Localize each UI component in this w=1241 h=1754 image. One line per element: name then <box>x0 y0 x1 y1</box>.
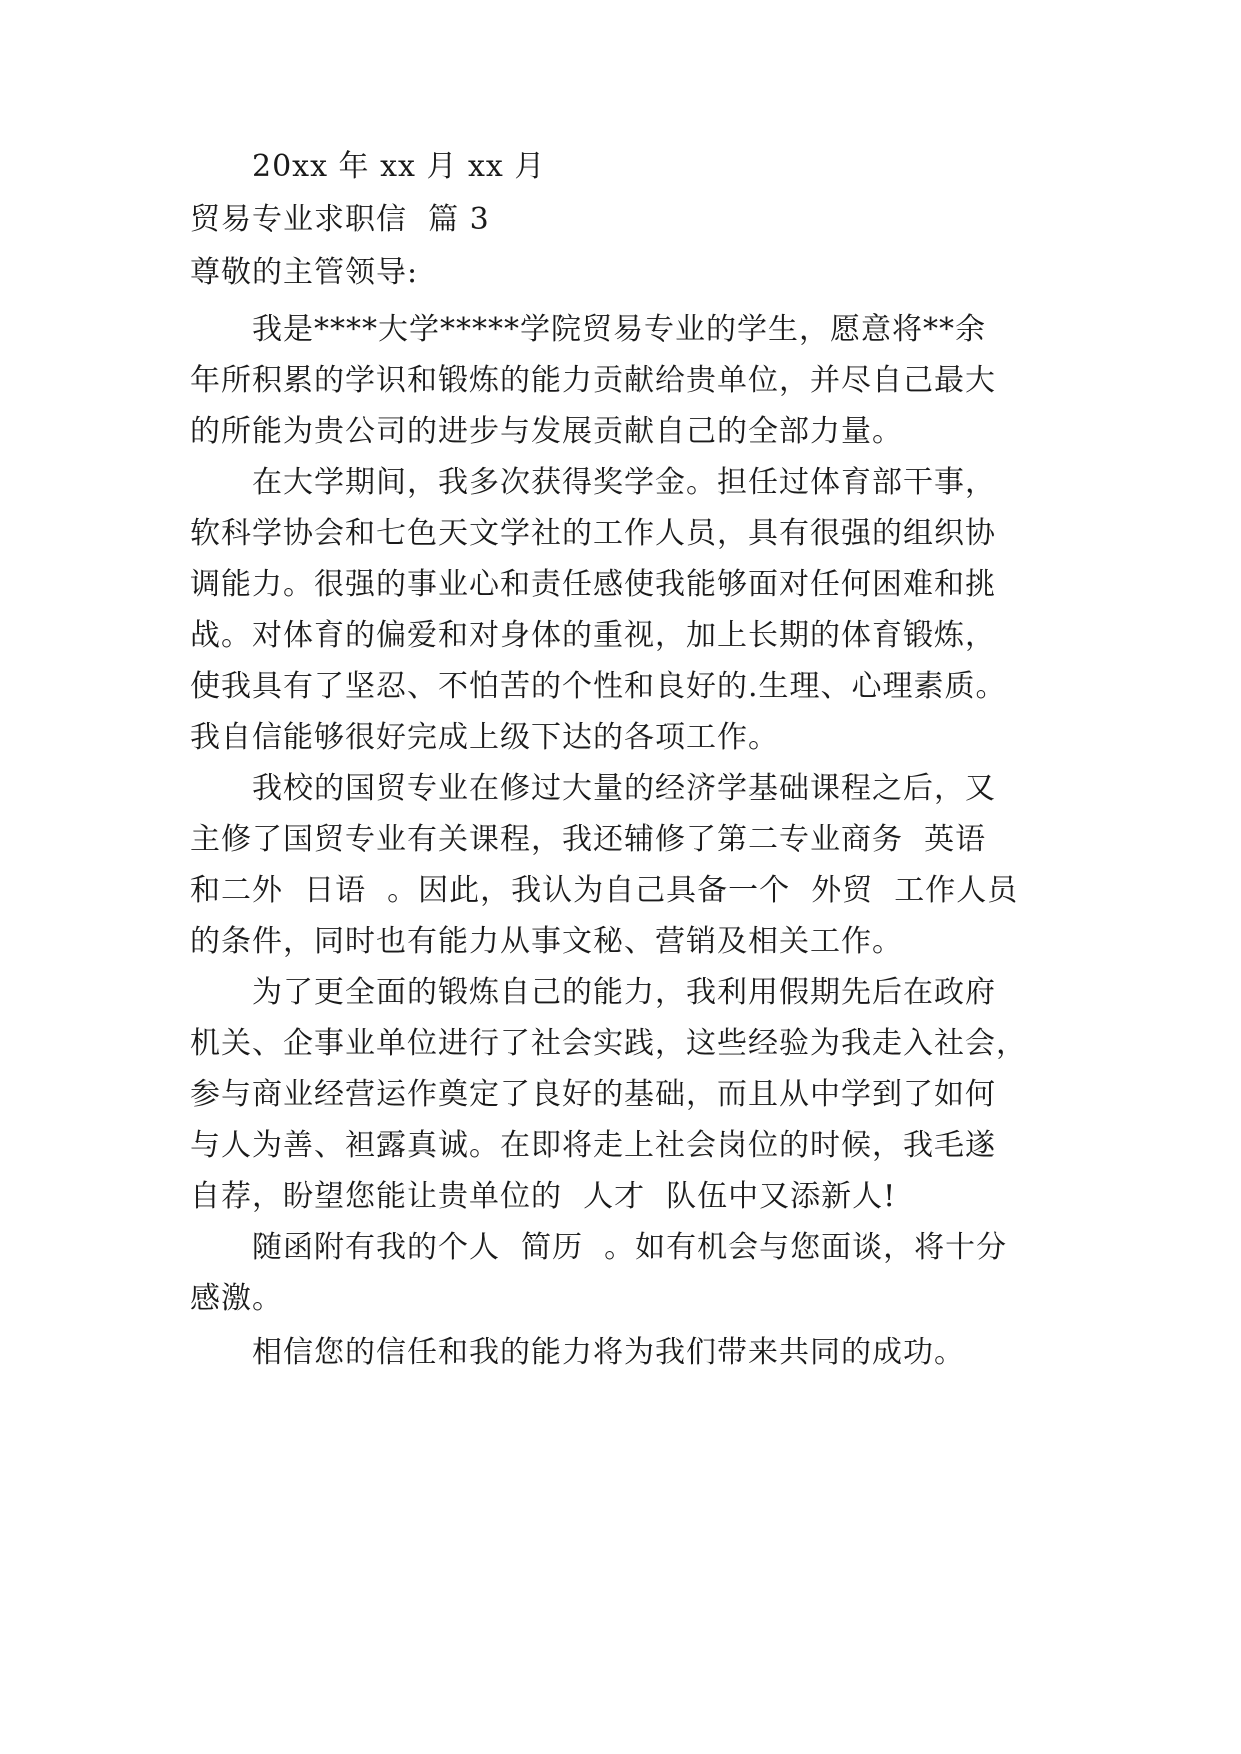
date-line: 20xx 年 xx 月 xx 月 <box>252 149 546 184</box>
paragraph-line: 主修了国贸专业有关课程，我还辅修了第二专业商务 英语 <box>190 822 987 857</box>
paragraph-line: 相信您的信任和我的能力将为我们带来共同的成功。 <box>252 1335 965 1370</box>
paragraph-line: 我自信能够很好完成上级下达的各项工作。 <box>190 720 779 755</box>
paragraph-line: 的条件，同时也有能力从事文秘、营销及相关工作。 <box>190 924 903 959</box>
paragraph-line: 战。对体育的偏爱和对身体的重视，加上长期的体育锻炼， <box>190 618 996 653</box>
salutation: 尊敬的主管领导: <box>190 255 419 290</box>
paragraph-line: 和二外 日语 。因此，我认为自己具备一个 外贸 工作人员 <box>190 873 1019 908</box>
paragraph-line: 机关、企事业单位进行了社会实践，这些经验为我走入社会， <box>190 1026 1027 1061</box>
paragraph-line: 参与商业经营运作奠定了良好的基础，而且从中学到了如何 <box>190 1077 996 1112</box>
paragraph-line: 年所积累的学识和锻炼的能力贡献给贵单位，并尽自己最大 <box>190 363 996 398</box>
paragraph-line: 调能力。很强的事业心和责任感使我能够面对任何困难和挑 <box>190 567 996 602</box>
letter-heading: 贸易专业求职信 篇 3 <box>190 202 490 237</box>
paragraph-line: 自荐，盼望您能让贵单位的 人才 队伍中又添新人! <box>190 1179 897 1214</box>
paragraph-line: 软科学协会和七色天文学社的工作人员，具有很强的组织协 <box>190 516 996 551</box>
paragraph-line: 的所能为贵公司的进步与发展贡献自己的全部力量。 <box>190 414 903 449</box>
paragraph-line: 我是****大学*****学院贸易专业的学生，愿意将**余 <box>252 312 986 347</box>
paragraph-line: 在大学期间，我多次获得奖学金。担任过体育部干事， <box>252 465 996 500</box>
paragraph-line: 与人为善、袒露真诚。在即将走上社会岗位的时候，我毛遂 <box>190 1128 996 1163</box>
paragraph-line: 感激。 <box>190 1281 283 1316</box>
paragraph-line: 我校的国贸专业在修过大量的经济学基础课程之后，又 <box>252 771 996 806</box>
paragraph-line: 为了更全面的锻炼自己的能力，我利用假期先后在政府 <box>252 975 996 1010</box>
paragraph-line: 随函附有我的个人 简历 。如有机会与您面谈，将十分 <box>252 1230 1008 1265</box>
paragraph-line: 使我具有了坚忍、不怕苦的个性和良好的.生理、心理素质。 <box>190 669 1007 704</box>
